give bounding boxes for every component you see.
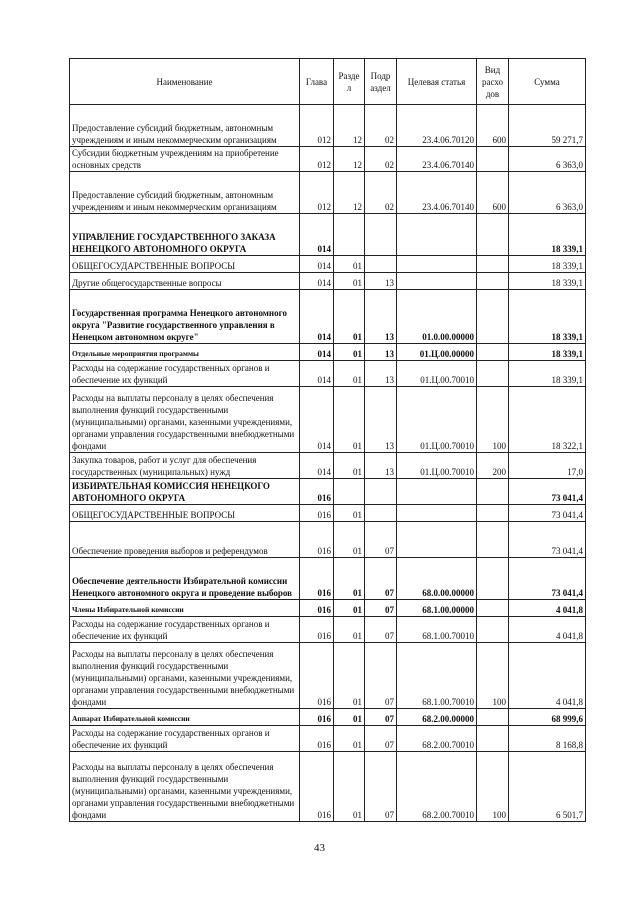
row-sum: 6 501,7: [509, 752, 586, 822]
row-name: Отдельные мероприятия программы: [70, 344, 300, 361]
table-row: [70, 256, 586, 273]
row-name: Расходы на выплаты персоналу в целях обеспечения выполнения функций государственными (муниципальными) органами, казенными учреждениями, органами управления государственными внебюджетными фондами: [70, 643, 300, 709]
row-expense-type: [477, 273, 509, 290]
row-subsection: 13: [365, 290, 397, 344]
row-subsection: [365, 256, 397, 273]
row-name: Расходы на содержание государственных органов и обеспечение их функций: [70, 361, 300, 387]
row-chapter: 014: [300, 214, 334, 256]
row-expense-type: [477, 709, 509, 726]
row-chapter: 014: [300, 273, 334, 290]
row-section: 01: [334, 290, 365, 344]
row-sum: 8 168,8: [509, 726, 586, 752]
table-row: [70, 600, 586, 617]
row-subsection: 02: [365, 147, 397, 172]
row-sum: 18 339,1: [509, 256, 586, 273]
row-expense-type: [477, 600, 509, 617]
table-row: [70, 273, 586, 290]
header-target: Целевая статья: [397, 59, 477, 105]
row-target: 68.1.00.70010: [397, 643, 477, 709]
row-target: [397, 256, 477, 273]
row-sum: 68 999,6: [509, 709, 586, 726]
table-row: [70, 361, 586, 387]
row-name: Расходы на содержание государственных органов и обеспечение их функций: [70, 617, 300, 643]
row-target: 23.4.06.70140: [397, 172, 477, 214]
row-section: 01: [334, 752, 365, 822]
table-row: [70, 214, 586, 256]
row-expense-type: [477, 726, 509, 752]
row-chapter: 016: [300, 709, 334, 726]
row-subsection: [365, 505, 397, 522]
row-chapter: 016: [300, 522, 334, 558]
row-chapter: 012: [300, 172, 334, 214]
table-row: [70, 453, 586, 479]
row-sum: 4 041,8: [509, 643, 586, 709]
row-sum: 18 322,1: [509, 387, 586, 453]
row-chapter: 016: [300, 505, 334, 522]
row-section: 01: [334, 387, 365, 453]
row-subsection: [365, 479, 397, 505]
row-section: 01: [334, 617, 365, 643]
row-name: ОБЩЕГОСУДАРСТВЕННЫЕ ВОПРОСЫ: [70, 505, 300, 522]
row-name: Обеспечение проведения выборов и референдумов: [70, 522, 300, 558]
table-row: [70, 479, 586, 505]
header-name: Наименование: [70, 59, 300, 105]
row-name: Другие общегосударственные вопросы: [70, 273, 300, 290]
row-sum: 73 041,4: [509, 522, 586, 558]
row-subsection: [365, 214, 397, 256]
row-section: 01: [334, 505, 365, 522]
row-sum: 18 339,1: [509, 273, 586, 290]
row-subsection: 07: [365, 617, 397, 643]
row-chapter: 012: [300, 105, 334, 147]
table-header-row: [70, 59, 586, 105]
row-subsection: 02: [365, 172, 397, 214]
row-target: 01.0.00.00000: [397, 290, 477, 344]
row-sum: 73 041,4: [509, 505, 586, 522]
row-chapter: 016: [300, 726, 334, 752]
table-row: [70, 752, 586, 822]
table-row: [70, 290, 586, 344]
row-target: 01.Ц.00.70010: [397, 361, 477, 387]
row-expense-type: [477, 479, 509, 505]
row-chapter: 014: [300, 453, 334, 479]
row-sum: 4 041,8: [509, 617, 586, 643]
row-target: 23.4.06.70140: [397, 147, 477, 172]
row-sum: 4 041,8: [509, 600, 586, 617]
row-name: Закупка товаров, работ и услуг для обеспечения государственных (муниципальных) нужд: [70, 453, 300, 479]
row-sum: 59 271,7: [509, 105, 586, 147]
row-chapter: 014: [300, 387, 334, 453]
row-chapter: 016: [300, 643, 334, 709]
row-name: Расходы на выплаты персоналу в целях обеспечения выполнения функций государственными (муниципальными) органами, казенными учреждениями, органами управления государственными внебюджетными фондами: [70, 387, 300, 453]
row-chapter: 016: [300, 600, 334, 617]
row-expense-type: 200: [477, 453, 509, 479]
row-sum: 6 363,0: [509, 147, 586, 172]
row-target: 01.Ц.00.70010: [397, 387, 477, 453]
row-subsection: 13: [365, 344, 397, 361]
table-row: [70, 709, 586, 726]
row-sum: 17,0: [509, 453, 586, 479]
table-row: [70, 558, 586, 600]
row-subsection: 13: [365, 273, 397, 290]
row-name: Расходы на содержание государственных органов и обеспечение их функций: [70, 726, 300, 752]
row-expense-type: [477, 344, 509, 361]
table-row: [70, 172, 586, 214]
row-expense-type: 100: [477, 387, 509, 453]
row-expense-type: [477, 617, 509, 643]
row-subsection: 07: [365, 643, 397, 709]
row-name: Обеспечение деятельности Избирательной комиссии Ненецкого автономного округа и проведение выборов: [70, 558, 300, 600]
row-subsection: 07: [365, 709, 397, 726]
header-subsection: Подр аздел: [365, 59, 397, 105]
row-expense-type: [477, 147, 509, 172]
row-sum: 18 339,1: [509, 214, 586, 256]
row-target: 68.2.00.70010: [397, 726, 477, 752]
row-section: 01: [334, 709, 365, 726]
row-subsection: 07: [365, 522, 397, 558]
row-target: [397, 214, 477, 256]
table-row: [70, 147, 586, 172]
row-chapter: 014: [300, 256, 334, 273]
row-target: 68.2.00.00000: [397, 709, 477, 726]
row-sum: 73 041,4: [509, 558, 586, 600]
row-name: Члены Избирательной комиссии: [70, 600, 300, 617]
row-subsection: 07: [365, 726, 397, 752]
row-chapter: 016: [300, 558, 334, 600]
row-section: 01: [334, 344, 365, 361]
budget-table: [69, 58, 586, 822]
header-section: Разде л: [334, 59, 365, 105]
table-row: [70, 387, 586, 453]
row-chapter: 014: [300, 361, 334, 387]
row-sum: 6 363,0: [509, 172, 586, 214]
row-subsection: 07: [365, 600, 397, 617]
row-name: Субсидии бюджетным учреждениям на приобретение основных средств: [70, 147, 300, 172]
row-target: 68.1.00.70010: [397, 617, 477, 643]
table-row: [70, 522, 586, 558]
row-section: 01: [334, 726, 365, 752]
row-chapter: 014: [300, 344, 334, 361]
row-chapter: 016: [300, 752, 334, 822]
row-section: 01: [334, 273, 365, 290]
row-sum: 18 339,1: [509, 344, 586, 361]
row-expense-type: 600: [477, 172, 509, 214]
row-target: [397, 505, 477, 522]
row-expense-type: [477, 256, 509, 273]
row-sum: 18 339,1: [509, 361, 586, 387]
row-subsection: 02: [365, 105, 397, 147]
row-expense-type: [477, 361, 509, 387]
row-target: [397, 522, 477, 558]
row-expense-type: [477, 214, 509, 256]
row-target: 68.0.00.00000: [397, 558, 477, 600]
row-name: ИЗБИРАТЕЛЬНАЯ КОМИССИЯ НЕНЕЦКОГО АВТОНОМНОГО ОКРУГА: [70, 479, 300, 505]
table-row: [70, 105, 586, 147]
row-section: 01: [334, 453, 365, 479]
row-expense-type: [477, 290, 509, 344]
row-sum: 73 041,4: [509, 479, 586, 505]
row-target: 68.1.00.00000: [397, 600, 477, 617]
row-chapter: 016: [300, 617, 334, 643]
row-subsection: 13: [365, 361, 397, 387]
row-section: 12: [334, 172, 365, 214]
row-subsection: 07: [365, 558, 397, 600]
table-row: [70, 344, 586, 361]
row-target: 01.Ц.00.70010: [397, 453, 477, 479]
row-name: ОБЩЕГОСУДАРСТВЕННЫЕ ВОПРОСЫ: [70, 256, 300, 273]
table-row: [70, 643, 586, 709]
row-name: Предоставление субсидий бюджетным, автономным учреждениям и иным некоммерческим организациям: [70, 105, 300, 147]
row-target: 23.4.06.70120: [397, 105, 477, 147]
table-row: [70, 505, 586, 522]
row-expense-type: 600: [477, 105, 509, 147]
row-expense-type: 100: [477, 643, 509, 709]
row-name: Расходы на выплаты персоналу в целях обеспечения выполнения функций государственными (муниципальными) органами, казенными учреждениями, органами управления государственными внебюджетными фондами: [70, 752, 300, 822]
row-section: 01: [334, 256, 365, 273]
table-row: [70, 617, 586, 643]
row-chapter: 016: [300, 479, 334, 505]
row-target: 01.Ц.00.00000: [397, 344, 477, 361]
row-section: 12: [334, 147, 365, 172]
row-chapter: 014: [300, 290, 334, 344]
header-expense-type: Вид расхо дов: [477, 59, 509, 105]
row-subsection: 13: [365, 453, 397, 479]
row-chapter: 012: [300, 147, 334, 172]
row-target: [397, 273, 477, 290]
row-name: Предоставление субсидий бюджетным, автономным учреждениям и иным некоммерческим организациям: [70, 172, 300, 214]
row-section: [334, 479, 365, 505]
row-name: Государственная программа Ненецкого автономного округа "Развитие государственного управления в Ненецком автономном округе": [70, 290, 300, 344]
row-section: 12: [334, 105, 365, 147]
row-section: 01: [334, 558, 365, 600]
row-section: 01: [334, 361, 365, 387]
row-expense-type: [477, 505, 509, 522]
row-section: 01: [334, 600, 365, 617]
row-target: 68.2.00.70010: [397, 752, 477, 822]
row-sum: 18 339,1: [509, 290, 586, 344]
header-sum: Сумма: [509, 59, 586, 105]
row-section: [334, 214, 365, 256]
row-expense-type: [477, 522, 509, 558]
row-name: Аппарат Избирательной комиссии: [70, 709, 300, 726]
row-expense-type: 100: [477, 752, 509, 822]
table-row: [70, 726, 586, 752]
page-number: 43: [314, 842, 325, 854]
row-name: УПРАВЛЕНИЕ ГОСУДАРСТВЕННОГО ЗАКАЗА НЕНЕЦКОГО АВТОНОМНОГО ОКРУГА: [70, 214, 300, 256]
row-expense-type: [477, 558, 509, 600]
row-section: 01: [334, 643, 365, 709]
row-target: [397, 479, 477, 505]
row-subsection: 07: [365, 752, 397, 822]
header-chapter: Глава: [300, 59, 334, 105]
row-subsection: 13: [365, 387, 397, 453]
row-section: 01: [334, 522, 365, 558]
